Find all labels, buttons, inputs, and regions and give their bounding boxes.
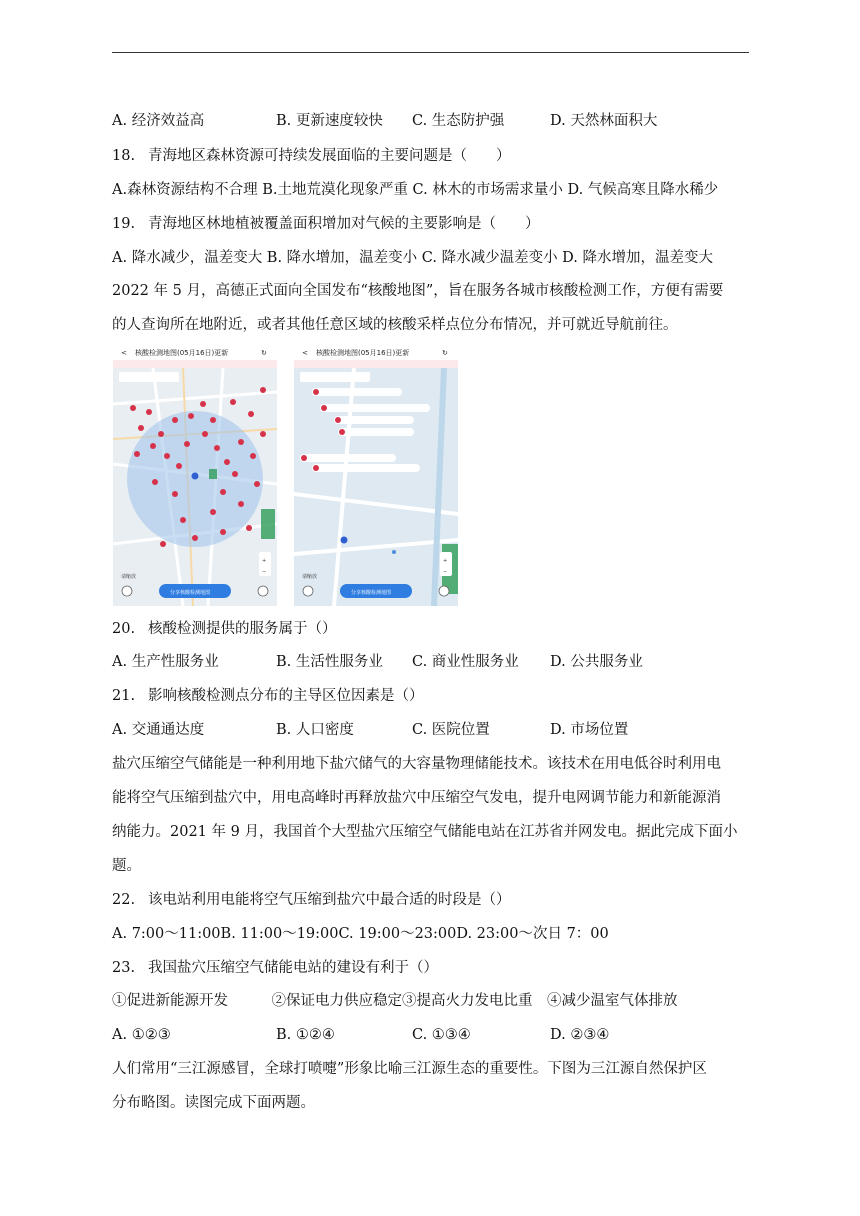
left-map-title: 核酸检测地图(05月16日)更新: [135, 349, 229, 357]
q17-option-d: D. 天然林面积大: [550, 113, 658, 129]
q23-option-c: C. ①③④: [412, 1027, 471, 1043]
q21-option-a: A. 交通通达度: [112, 722, 205, 738]
figure-left-map: [113, 344, 277, 606]
svg-text:<: <: [302, 349, 308, 357]
passage3-line-1: 人们常用“三江源感冒，全球打喷嚏”形象比喻三江源生态的重要性。下图为三江源自然保护区: [112, 1061, 707, 1077]
right-map-scale: 请缩放: [302, 574, 318, 580]
q18-options: A.森林资源结构不合理 B.土地荒漠化现象严重 C. 林木的市场需求量小 D. 气候高寒且降水稀少: [112, 182, 719, 198]
q22-options: A. 7:00～11:00B. 11:00～19:00C. 19:00～23:00D. 23:00～次日 7：00: [112, 926, 609, 942]
q21-option-c: C. 医院位置: [412, 722, 490, 738]
svg-text:+: +: [443, 558, 448, 564]
passage2-line-2: 能将空气压缩到盐穴中，用电高峰时再释放盐穴中压缩空气发电，提升电网调节能力和新能源消: [112, 790, 721, 806]
q17-option-b: B. 更新速度较快: [276, 113, 383, 129]
q23-number: 23.: [112, 960, 136, 976]
q19-stem-line: [112, 214, 752, 234]
svg-text:−: −: [443, 569, 448, 575]
q23-stem: 我国盐穴压缩空气储能电站的建设有利于（）: [148, 960, 438, 976]
q23-option-b: B. ①②④: [276, 1027, 335, 1043]
q20-option-c: C. 商业性服务业: [412, 654, 519, 670]
passage1-line-1: 2022 年 5 月，高德正式面向全国发布“核酸地图”，旨在服务各城市核酸检测工作，方便有需要: [112, 283, 724, 299]
q23-stem-line: [112, 958, 752, 978]
q17-option-a: A. 经济效益高: [112, 113, 205, 129]
svg-text:↻: ↻: [442, 349, 448, 357]
q21-number: 21.: [112, 688, 136, 704]
svg-text:↻: ↻: [261, 349, 267, 357]
q23-option-d: D. ②③④: [550, 1027, 610, 1043]
q21-stem-line: [112, 686, 752, 706]
passage2-line-4: 题。: [112, 858, 141, 874]
figure-right-map: [294, 344, 458, 606]
q21-option-b: B. 人口密度: [276, 722, 354, 738]
q17-option-c: C. 生态防护强: [412, 113, 505, 129]
q20-stem: 核酸检测提供的服务属于（）: [148, 621, 337, 637]
header-rule: [112, 52, 749, 53]
q23-items: ①促进新能源开发 ②保证电力供应稳定③提高火力发电比重 ④减少温室气体排放: [112, 993, 678, 1009]
svg-text:<: <: [121, 349, 127, 357]
q20-option-d: D. 公共服务业: [550, 654, 643, 670]
q18-number: 18.: [112, 148, 136, 164]
q21-stem: 影响核酸检测点分布的主导区位因素是（）: [148, 688, 424, 704]
q18-stem: 青海地区森林资源可持续发展面临的主要问题是（ ）: [148, 148, 511, 164]
q20-option-b: B. 生活性服务业: [276, 654, 383, 670]
svg-text:−: −: [262, 569, 267, 575]
q22-stem: 该电站利用电能将空气压缩到盐穴中最合适的时段是（）: [148, 892, 511, 908]
q21-option-d: D. 市场位置: [550, 722, 629, 738]
q18-stem-line: [112, 146, 752, 166]
q20-number: 20.: [112, 621, 136, 637]
q23-option-a: A. ①②③: [112, 1027, 171, 1043]
q19-stem: 青海地区林地植被覆盖面积增加对气候的主要影响是（ ）: [148, 216, 540, 232]
right-map-share-button: 分享核酸检测地图: [351, 590, 392, 596]
passage2-line-3: 纳能力。2021 年 9 月，我国首个大型盐穴压缩空气储能电站在江苏省并网发电。据此完成下面小: [112, 824, 738, 840]
q20-stem-line: [112, 619, 752, 639]
q19-options: A. 降水减少，温差变大 B. 降水增加，温差变小 C. 降水减少温差变小 D. 降水增加，温差变大: [112, 250, 714, 266]
q22-stem-line: [112, 890, 752, 910]
q20-option-a: A. 生产性服务业: [112, 654, 219, 670]
q22-number: 22.: [112, 892, 136, 908]
svg-text:+: +: [262, 558, 267, 564]
passage3-line-2: 分布略图。读图完成下面两题。: [112, 1095, 315, 1111]
right-map-title: 核酸检测地图(05月16日)更新: [316, 349, 410, 357]
left-map-scale: 请缩放: [121, 574, 137, 580]
passage2-line-1: 盐穴压缩空气储能是一种利用地下盐穴储气的大容量物理储能技术。该技术在用电低谷时利用电: [112, 756, 721, 772]
left-map-share-button: 分享核酸检测地图: [170, 590, 211, 596]
passage1-line-2: 的人查询所在地附近，或者其他任意区域的核酸采样点位分布情况，并可就近导航前往。: [112, 317, 678, 333]
q19-number: 19.: [112, 216, 136, 232]
